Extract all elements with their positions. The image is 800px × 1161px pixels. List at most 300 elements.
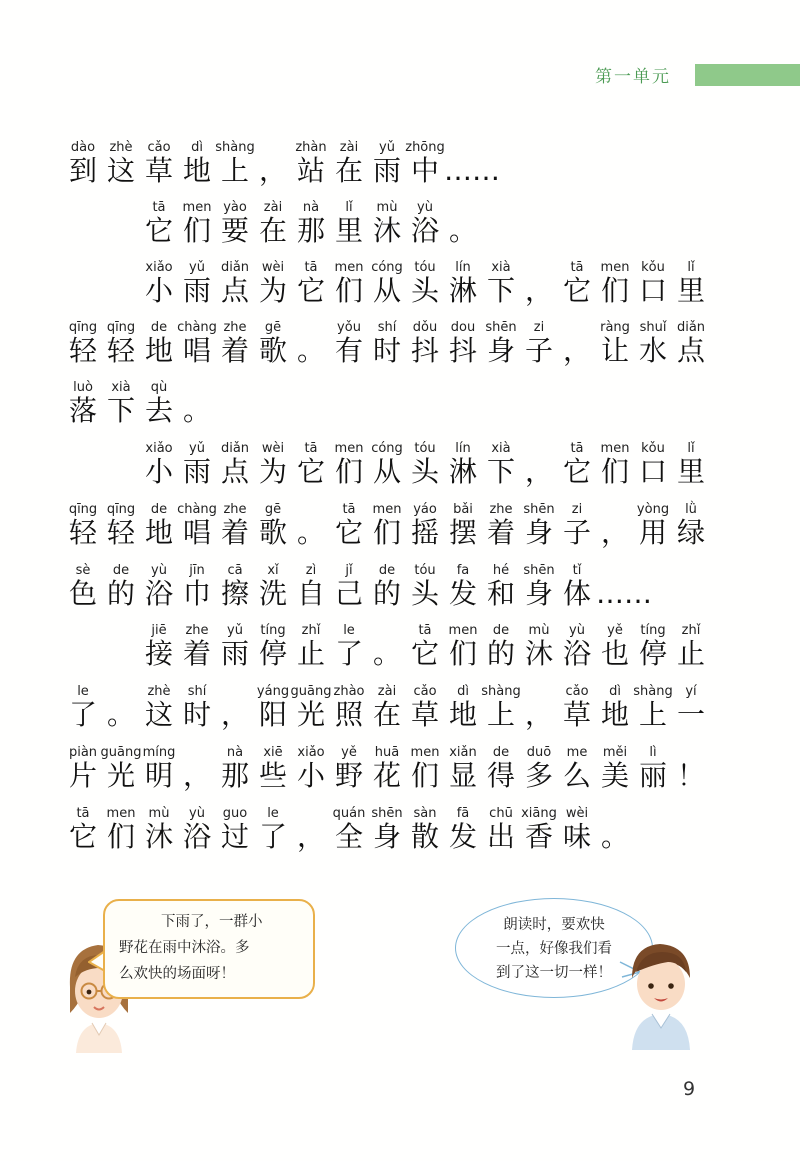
- character-cell: [216, 441, 254, 503]
- character-cell: [178, 623, 216, 685]
- pinyin: xiǎo: [145, 441, 173, 456]
- hanzi: 自: [296, 577, 325, 610]
- character-cell: [558, 563, 596, 625]
- character-cell: [292, 260, 330, 322]
- hanzi: 小: [144, 274, 173, 307]
- pinyin: tā: [342, 502, 356, 517]
- character-cell: [254, 563, 292, 625]
- hanzi: 了: [334, 637, 363, 670]
- hanzi: 身: [524, 516, 553, 549]
- hanzi: 身: [372, 820, 401, 853]
- pinyin: shēn: [523, 502, 555, 517]
- pinyin: wèi: [565, 806, 589, 821]
- pinyin: le: [343, 623, 355, 638]
- pinyin: shàng: [633, 684, 673, 699]
- pinyin: dǒu: [412, 320, 438, 335]
- pinyin: men: [600, 441, 630, 456]
- hanzi: 那: [296, 214, 325, 247]
- character-cell: [444, 320, 482, 382]
- character-cell: [254, 260, 292, 322]
- hanzi: 轻: [68, 516, 97, 549]
- hanzi: 味: [562, 820, 591, 853]
- pinyin: dào: [70, 140, 96, 155]
- pinyin: quán: [332, 806, 366, 821]
- hanzi: 着: [220, 516, 249, 549]
- hanzi: ，: [600, 516, 629, 549]
- character-cell: [254, 200, 292, 262]
- character-cell: [596, 806, 634, 868]
- hanzi: 雨: [182, 455, 211, 488]
- hanzi: 淋: [448, 274, 477, 307]
- hanzi: 些: [258, 759, 287, 792]
- hanzi: 地: [144, 334, 173, 367]
- character-cell: [558, 684, 596, 746]
- character-cell: [368, 200, 406, 262]
- character-cell: [64, 806, 102, 868]
- hanzi: 在: [334, 154, 363, 187]
- pinyin: yù: [417, 200, 433, 215]
- pinyin: dì: [457, 684, 469, 699]
- hanzi: 小: [296, 759, 325, 792]
- hanzi: 落: [68, 394, 97, 427]
- pinyin: cā: [227, 563, 243, 578]
- pinyin: jǐ: [345, 563, 353, 578]
- hanzi: 们: [448, 637, 477, 670]
- hanzi: 头: [410, 455, 439, 488]
- pinyin: cóng: [371, 441, 403, 456]
- character-cell: [444, 623, 482, 685]
- character-cell: [292, 623, 330, 685]
- hanzi: 上: [638, 698, 667, 731]
- pinyin: xiǎn: [449, 745, 477, 760]
- hanzi: ，: [524, 274, 553, 307]
- character-cell: [482, 260, 520, 322]
- character-cell: [444, 806, 482, 868]
- character-cell: [672, 745, 710, 807]
- hanzi: 摇: [410, 516, 439, 549]
- hanzi: 它: [144, 214, 173, 247]
- hanzi: 地: [600, 698, 629, 731]
- character-cell: [444, 140, 500, 202]
- pinyin: cǎo: [147, 140, 171, 155]
- character-cell: [102, 806, 140, 868]
- text-line: [140, 200, 482, 262]
- pinyin: lǐ: [687, 441, 695, 456]
- pinyin: kǒu: [641, 260, 665, 275]
- pinyin: tā: [570, 260, 584, 275]
- character-cell: [64, 563, 102, 625]
- character-cell: [634, 502, 672, 564]
- hanzi: 这: [144, 698, 173, 731]
- pinyin: yòng: [636, 502, 670, 517]
- hanzi: ，: [220, 698, 249, 731]
- character-cell: [102, 320, 140, 382]
- pinyin: yǔ: [227, 623, 243, 638]
- pinyin: yù: [189, 806, 205, 821]
- hanzi: 们: [334, 455, 363, 488]
- hanzi: 点: [676, 334, 705, 367]
- pinyin: zài: [263, 200, 283, 215]
- hanzi: ，: [524, 698, 553, 731]
- character-cell: [140, 684, 178, 746]
- character-cell: [520, 441, 558, 503]
- hanzi: 下: [106, 394, 135, 427]
- hanzi: ，: [258, 154, 287, 187]
- character-cell: [444, 745, 482, 807]
- text-line: [64, 684, 710, 746]
- pinyin: bǎi: [453, 502, 473, 517]
- pinyin: diǎn: [220, 260, 250, 275]
- character-cell: [520, 563, 558, 625]
- pinyin: xiē: [263, 745, 283, 760]
- hanzi: 体: [562, 577, 591, 610]
- hanzi: 巾: [182, 577, 211, 610]
- character-cell: [444, 684, 482, 746]
- character-cell: [368, 745, 406, 807]
- hanzi: 也: [600, 637, 629, 670]
- hanzi: 它: [334, 516, 363, 549]
- hanzi: 野: [334, 759, 363, 792]
- character-cell: [482, 441, 520, 503]
- pinyin: xià: [491, 441, 511, 456]
- hanzi: 身: [486, 334, 515, 367]
- character-cell: [140, 745, 178, 807]
- pinyin: yǔ: [189, 260, 205, 275]
- pinyin: xiǎo: [145, 260, 173, 275]
- character-cell: [596, 684, 634, 746]
- pinyin: yě: [607, 623, 623, 638]
- hanzi: 为: [258, 455, 287, 488]
- character-cell: [292, 200, 330, 262]
- hanzi: 草: [144, 154, 173, 187]
- hanzi: 草: [562, 698, 591, 731]
- pinyin: míng: [142, 745, 176, 760]
- character-cell: [558, 806, 596, 868]
- pinyin: shuǐ: [639, 320, 667, 335]
- hanzi: 们: [600, 274, 629, 307]
- pinyin: tā: [304, 441, 318, 456]
- hanzi: 要: [220, 214, 249, 247]
- pinyin: men: [372, 502, 402, 517]
- character-cell: [140, 380, 178, 442]
- hanzi: 水: [638, 334, 667, 367]
- pinyin: zhǐ: [301, 623, 321, 638]
- pinyin: xiāng: [521, 806, 557, 821]
- character-cell: [406, 200, 444, 262]
- pinyin: xiǎo: [297, 745, 325, 760]
- character-cell: [140, 140, 178, 202]
- hanzi: 口: [638, 455, 667, 488]
- hanzi: 停: [638, 637, 667, 670]
- pinyin: lǐ: [345, 200, 353, 215]
- character-cell: [558, 745, 596, 807]
- pinyin: shēn: [371, 806, 403, 821]
- pinyin: sàn: [413, 806, 437, 821]
- character-cell: [368, 260, 406, 322]
- pinyin: měi: [602, 745, 628, 760]
- hanzi: 。: [296, 516, 325, 549]
- pinyin: de: [150, 320, 168, 335]
- pinyin: yí: [685, 684, 697, 699]
- hanzi: 轻: [106, 516, 135, 549]
- hanzi: 到: [68, 154, 97, 187]
- pinyin: men: [600, 260, 630, 275]
- pinyin: yù: [569, 623, 585, 638]
- hanzi: 着: [182, 637, 211, 670]
- character-cell: [254, 441, 292, 503]
- pinyin: sè: [75, 563, 91, 578]
- character-cell: [254, 623, 292, 685]
- character-cell: [482, 806, 520, 868]
- character-cell: [444, 200, 482, 262]
- hanzi: 。: [372, 637, 401, 670]
- hanzi: 唱: [182, 516, 211, 549]
- hanzi: 上: [486, 698, 515, 731]
- pinyin: guāng: [100, 745, 142, 760]
- pinyin: le: [77, 684, 89, 699]
- hanzi: 地: [448, 698, 477, 731]
- pinyin: dì: [609, 684, 621, 699]
- hanzi: 里: [676, 455, 705, 488]
- character-cell: [444, 441, 482, 503]
- hanzi: 沐: [524, 637, 553, 670]
- hanzi: 浴: [562, 637, 591, 670]
- character-cell: [292, 441, 330, 503]
- pinyin: lín: [455, 260, 471, 275]
- pinyin: diǎn: [220, 441, 250, 456]
- character-cell: [178, 140, 216, 202]
- pinyin: shí: [377, 320, 397, 335]
- hanzi: 中: [410, 154, 439, 187]
- hanzi: 子: [524, 334, 553, 367]
- girl-bubble-line: 下雨了，一群小: [161, 914, 263, 930]
- character-cell: [330, 745, 368, 807]
- character-cell: [216, 563, 254, 625]
- character-cell: [596, 745, 634, 807]
- character-cell: [596, 623, 634, 685]
- text-line: [140, 260, 710, 322]
- hanzi: 发: [448, 820, 477, 853]
- hanzi: 们: [372, 516, 401, 549]
- character-cell: [178, 684, 216, 746]
- pinyin: diǎn: [676, 320, 706, 335]
- hanzi: 花: [372, 759, 401, 792]
- character-cell: [482, 320, 520, 382]
- text-line: [140, 623, 710, 685]
- hanzi: 让: [600, 334, 629, 367]
- pinyin: zhè: [147, 684, 171, 699]
- hanzi: 照: [334, 698, 363, 731]
- character-cell: [330, 200, 368, 262]
- pinyin: xià: [491, 260, 511, 275]
- hanzi: 出: [486, 820, 515, 853]
- character-cell: [292, 745, 330, 807]
- pinyin: qīng: [68, 320, 98, 335]
- hanzi: 抖: [410, 334, 439, 367]
- pinyin: lì: [649, 745, 657, 760]
- character-cell: [330, 684, 368, 746]
- hanzi: 沐: [372, 214, 401, 247]
- girl-speech-bubble: [103, 899, 315, 999]
- pinyin: duō: [526, 745, 552, 760]
- pinyin: de: [150, 502, 168, 517]
- character-cell: [520, 684, 558, 746]
- hanzi: ，: [182, 759, 211, 792]
- pinyin: fa: [456, 563, 470, 578]
- hanzi: 摆: [448, 516, 477, 549]
- hanzi: 光: [296, 698, 325, 731]
- character-cell: [406, 441, 444, 503]
- hanzi: 们: [334, 274, 363, 307]
- pinyin: tā: [304, 260, 318, 275]
- hanzi: 光: [106, 759, 135, 792]
- pinyin: shàng: [481, 684, 521, 699]
- pinyin: de: [378, 563, 396, 578]
- pinyin: tíng: [640, 623, 666, 638]
- pinyin: qīng: [106, 502, 136, 517]
- character-cell: [64, 320, 102, 382]
- hanzi: 这: [106, 154, 135, 187]
- hanzi: 接: [144, 637, 173, 670]
- character-cell: [672, 502, 710, 564]
- pinyin: cǎo: [413, 684, 437, 699]
- hanzi: 止: [296, 637, 325, 670]
- pinyin: fā: [456, 806, 470, 821]
- hanzi: 片: [68, 759, 97, 792]
- hanzi: 上: [220, 154, 249, 187]
- character-cell: [178, 380, 216, 442]
- hanzi: 多: [524, 759, 553, 792]
- character-cell: [140, 502, 178, 564]
- character-cell: [672, 684, 710, 746]
- pinyin: shēn: [523, 563, 555, 578]
- character-cell: [64, 502, 102, 564]
- pinyin: jīn: [189, 563, 205, 578]
- hanzi: 小: [144, 455, 173, 488]
- hanzi: 站: [296, 154, 325, 187]
- character-cell: [140, 320, 178, 382]
- text-line: [64, 745, 710, 807]
- character-cell: [178, 441, 216, 503]
- hanzi: 美: [600, 759, 629, 792]
- character-cell: [292, 140, 330, 202]
- hanzi: 下: [486, 455, 515, 488]
- boy-bubble-line: 到了这一切一样！: [496, 965, 612, 981]
- character-cell: [596, 260, 634, 322]
- pinyin: yào: [223, 200, 247, 215]
- hanzi: 唱: [182, 334, 211, 367]
- hanzi: 抖: [448, 334, 477, 367]
- text-line: [64, 563, 652, 625]
- hanzi: 它: [68, 820, 97, 853]
- character-cell: [178, 806, 216, 868]
- character-cell: [254, 140, 292, 202]
- pinyin: xià: [111, 380, 131, 395]
- character-cell: [368, 320, 406, 382]
- boy-bubble-line: 朗读时，要欢快: [503, 917, 605, 933]
- hanzi: 洗: [258, 577, 287, 610]
- character-cell: [406, 140, 444, 202]
- hanzi: 发: [448, 577, 477, 610]
- character-cell: [64, 140, 102, 202]
- hanzi: 着: [486, 516, 515, 549]
- hanzi: 时: [182, 698, 211, 731]
- pinyin: piàn: [68, 745, 98, 760]
- hanzi: 擦: [220, 577, 249, 610]
- hanzi: 么: [562, 759, 591, 792]
- unit-header-band: [695, 64, 800, 86]
- hanzi: 浴: [144, 577, 173, 610]
- pinyin: de: [492, 745, 510, 760]
- character-cell: [482, 502, 520, 564]
- unit-title: 第一单元: [595, 67, 671, 87]
- character-cell: [558, 441, 596, 503]
- pinyin: chàng: [177, 502, 217, 517]
- character-cell: [140, 623, 178, 685]
- hanzi: ，: [562, 334, 591, 367]
- character-cell: [102, 380, 140, 442]
- character-cell: [216, 200, 254, 262]
- hanzi: 去: [144, 394, 173, 427]
- character-cell: [482, 745, 520, 807]
- character-cell: [596, 502, 634, 564]
- hanzi: ！: [676, 759, 705, 792]
- character-cell: [558, 320, 596, 382]
- character-cell: [520, 260, 558, 322]
- text-line: [64, 380, 216, 442]
- pinyin: zi: [533, 320, 545, 335]
- pinyin: zì: [305, 563, 317, 578]
- character-cell: [596, 320, 634, 382]
- pinyin: qīng: [106, 320, 136, 335]
- character-cell: [64, 380, 102, 442]
- hanzi: 它: [296, 274, 325, 307]
- hanzi: 用: [638, 516, 667, 549]
- character-cell: [178, 745, 216, 807]
- hanzi: 显: [448, 759, 477, 792]
- hanzi: 轻: [106, 334, 135, 367]
- pinyin: zhǐ: [681, 623, 701, 638]
- hanzi: ……: [596, 577, 652, 610]
- character-cell: [368, 502, 406, 564]
- hanzi: 和: [486, 577, 515, 610]
- hanzi: 点: [220, 455, 249, 488]
- hanzi: 里: [334, 214, 363, 247]
- hanzi: 。: [182, 394, 211, 427]
- hanzi: 时: [372, 334, 401, 367]
- pinyin: guo: [222, 806, 248, 821]
- pinyin: zhe: [185, 623, 209, 638]
- hanzi: 从: [372, 455, 401, 488]
- character-cell: [634, 260, 672, 322]
- pinyin: yáo: [413, 502, 437, 517]
- pinyin: shí: [187, 684, 207, 699]
- hanzi: 散: [410, 820, 439, 853]
- hanzi: 止: [676, 637, 705, 670]
- pinyin: ràng: [600, 320, 630, 335]
- character-cell: [102, 563, 140, 625]
- hanzi: 地: [144, 516, 173, 549]
- hanzi: 。: [106, 698, 135, 731]
- character-cell: [64, 684, 102, 746]
- pinyin: kǒu: [641, 441, 665, 456]
- pinyin: yě: [341, 745, 357, 760]
- character-cell: [140, 260, 178, 322]
- character-cell: [406, 260, 444, 322]
- character-cell: [520, 745, 558, 807]
- character-cell: [330, 441, 368, 503]
- hanzi: 地: [182, 154, 211, 187]
